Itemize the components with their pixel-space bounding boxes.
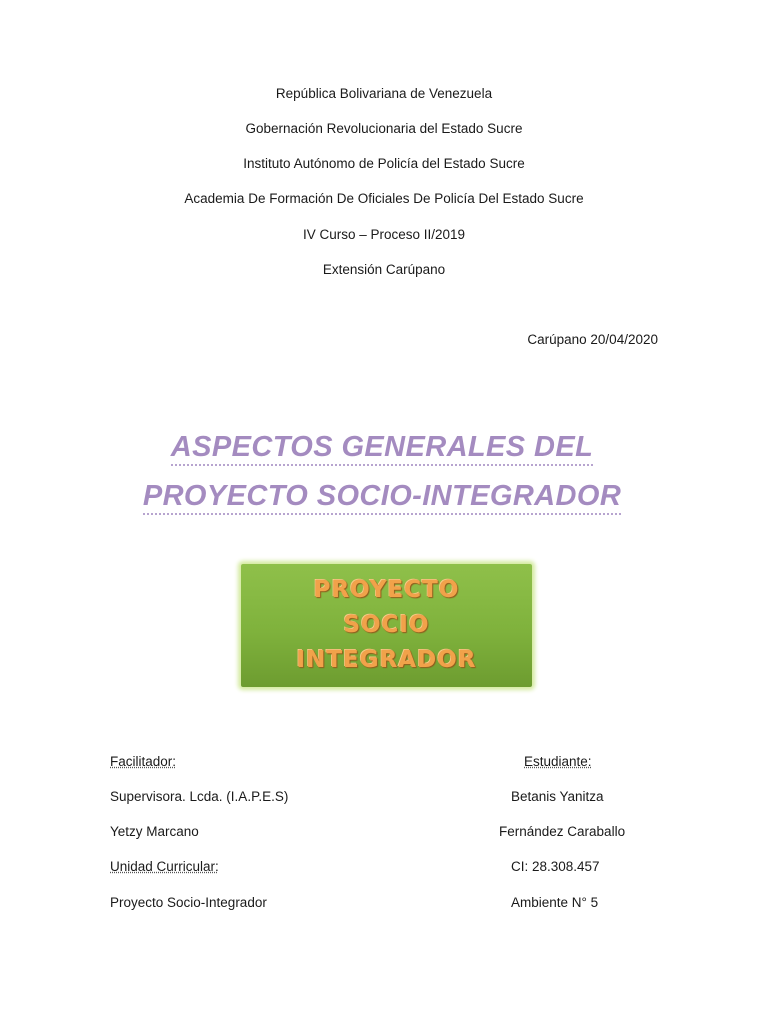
header-extension: Extensión Carúpano <box>322 262 446 277</box>
student-label: Estudiante: <box>524 754 592 769</box>
title-line-2: PROYECTO SOCIO-INTEGRADOR <box>143 480 621 515</box>
facilitator-label: Facilitador: <box>110 754 177 769</box>
student-last-name: Fernández Caraballo <box>499 824 626 839</box>
unidad-curricular-value: Proyecto Socio-Integrador <box>110 895 267 910</box>
banner-line-2: SOCIO <box>343 612 430 638</box>
header-gobernacion: Gobernación Revolucionaria del Estado Sucre <box>245 121 523 136</box>
title-line-1: ASPECTOS GENERALES DEL <box>171 431 593 466</box>
student-ambiente: Ambiente N° 5 <box>511 895 599 910</box>
student-first-name: Betanis Yanitza <box>511 789 604 804</box>
document-date: Carúpano 20/04/2020 <box>527 332 658 347</box>
header-academia: Academia De Formación De Oficiales De Policía Del Estado Sucre <box>184 191 584 206</box>
student-ci: CI: 28.308.457 <box>511 859 600 874</box>
header-republic: República Bolivariana de Venezuela <box>275 86 493 101</box>
banner-line-3: INTEGRADOR <box>296 647 477 673</box>
unidad-curricular-label: Unidad Curricular: <box>110 859 219 874</box>
facilitator-name: Yetzy Marcano <box>110 824 199 839</box>
banner-line-1: PROYECTO <box>313 577 460 603</box>
header-instituto: Instituto Autónomo de Policía del Estado Sucre <box>243 156 525 171</box>
facilitator-title: Supervisora. Lcda. (I.A.P.E.S) <box>110 789 289 804</box>
header-curso: IV Curso – Proceso II/2019 <box>302 227 466 242</box>
project-banner-image <box>241 564 532 687</box>
